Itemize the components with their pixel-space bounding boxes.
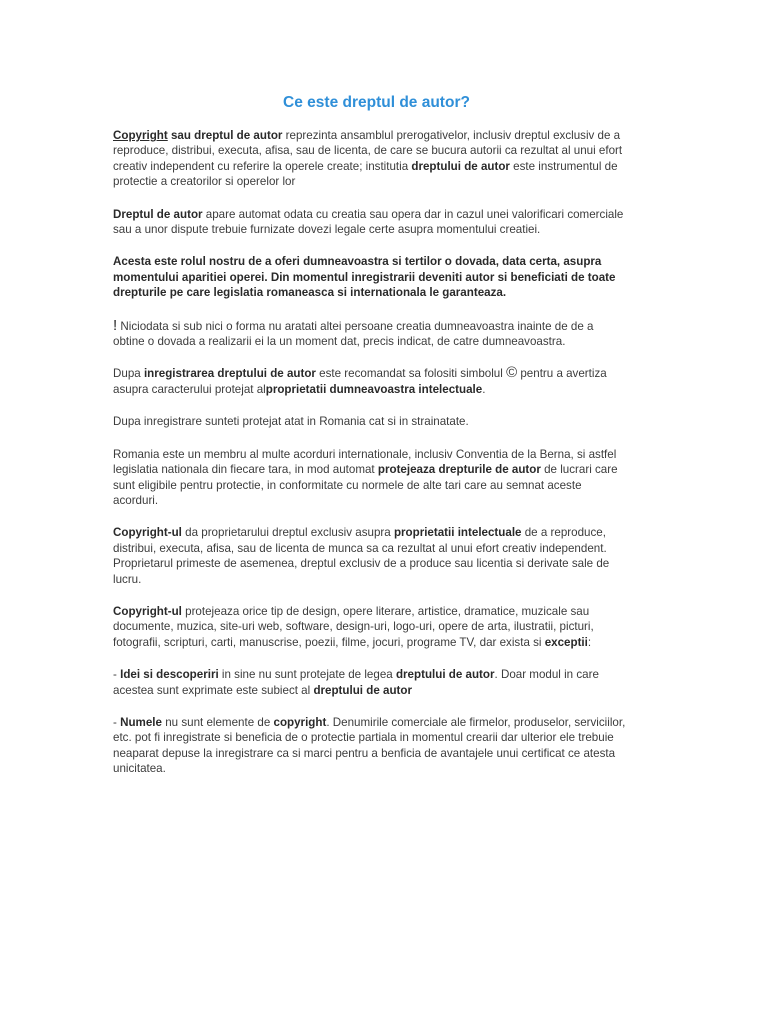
paragraph-copyright-definition [113,128,628,190]
text-run: apare automat odata cu creatia sau opera dar in cazul unei valorificari comerciale sau a unor dispute trebuie furnizate dovezi legale certe asupra momentului creatiei. [113,207,624,237]
paragraph-symbol-usage [113,366,628,397]
text-run: de a reproduce, distribui, executa, afisa, sau de licenta de munca sa ca rezultat al unui efort creativ independent. Proprietarul primeste de asemenea, dreptul exclusiv de a produce sau licentia si derivate sale de lucru. [113,526,610,586]
text-run: - [113,715,121,729]
text-run: in sine nu sunt protejate de legea [218,668,396,682]
paragraph-exception-ideas [113,667,628,698]
text-run: este recomandat sa folositi simbolul [315,367,507,381]
bold-term: Copyright-ul [113,526,182,540]
text-run: Niciodata si sub nici o forma nu aratati altei persoane creatia dumneavoastra inainte de de a obtine o dovada a realizarii ei la un moment dat, precis indicat, de catre dumneavoastra. [113,319,594,349]
text-run: : [587,635,592,649]
copyright-symbol-icon: © [506,364,518,382]
text-run: protejeaza orice tip de design, opere literare, artistice, dramatice, muzicale sau documente, muzica, site-uri web, software, design-uri, logo-uri, opere de arta, ilustratii, picturi, fotografii, scripturi, carti, manuscrise, poezii, filme, jocuri, programe TV, dar exista si [113,604,594,649]
text-run: reprezinta ansamblul prerogativelor, inclusiv dreptul exclusiv de a reproduce, distribui, executa, afisa, sau de licenta, de care se bucura autorii ca rezultat al unui efort creativ independent cu referire la operele create; institutia [113,129,623,173]
paragraph-international-agreements [113,447,628,509]
paragraph-exception-names [113,715,628,777]
paragraph-warning [113,318,628,350]
paragraph-automatic-right [113,207,628,238]
text-run: este instrumentul de protectie a creatorilor si operelor lor [113,159,618,189]
text-run: nu sunt elemente de [161,715,274,729]
page-title: Ce este dreptul de autor? [283,94,470,111]
text-run: . Doar modul in care acestea sunt exprimate este subiect al [113,668,599,697]
bold-term: dreptului de autor [411,159,510,173]
bold-term: proprietatii intelectuale [393,526,522,540]
text-run: - [113,668,121,682]
copyright-term-suffix: sau dreptul de autor [167,129,283,142]
text-run: Dupa [113,367,144,381]
text-run: . [482,382,486,396]
bold-term: dreptului de autor [313,683,412,697]
paragraph-our-role: Acesta este rolul nostru de a oferi dumneavoastra si tertilor o dovada, data certa, asupra momentului aparitiei operei. Din momentul inregistrarii deveniti autor si beneficiati de toate drepturile pe care legislatia romaneasca si internationala le garanteaza. [113,255,616,300]
paragraph-protection-scope: Dupa inregistrare sunteti protejat atat in Romania cat si in strainatate. [113,415,469,429]
text-run: da proprietarului dreptul exclusiv asupra [181,526,394,540]
bold-term: exceptii [544,635,588,649]
bold-term: Idei si descoperiri [120,668,219,682]
paragraph-protected-works [113,604,628,650]
text-run: pentru a avertiza asupra caracterului protejat al [113,367,607,396]
text-run: . Denumirile comerciale ale firmelor, produselor, serviciilor, etc. pot fi inregistrate si beneficia de o protectie partiala in momentul crearii dar ulterior ele trebuie neaparat depuse la inregistrare ca si marci pentru a benficia de avantajele unui certificat ce atesta unicitatea. [113,715,626,776]
bold-term: Numele [120,715,162,729]
copyright-term: Copyright [113,129,168,142]
bold-term: copyright [273,715,327,729]
paragraph-owner-rights [113,525,628,587]
exclamation-icon: ! [113,316,118,334]
text-run: Romania este un membru al multe acorduri internationale, inclusiv Conventia de la Berna, si astfel legislatia nationala din fiecare tara, in mod automat [113,447,617,477]
text-run: de lucrari care sunt eligibile pentru protectie, in conformitate cu normele de alte tari care au semnat aceste acorduri. [113,463,618,507]
bold-term: dreptului de autor [395,668,495,682]
bold-term: protejeaza drepturile de autor [377,463,541,477]
bold-term: inregistrarea dreptului de autor [143,367,316,381]
bold-term: Dreptul de autor [113,207,203,221]
bold-term: proprietatii dumneavoastra intelectuale [265,382,483,396]
bold-term: Copyright-ul [113,604,182,618]
